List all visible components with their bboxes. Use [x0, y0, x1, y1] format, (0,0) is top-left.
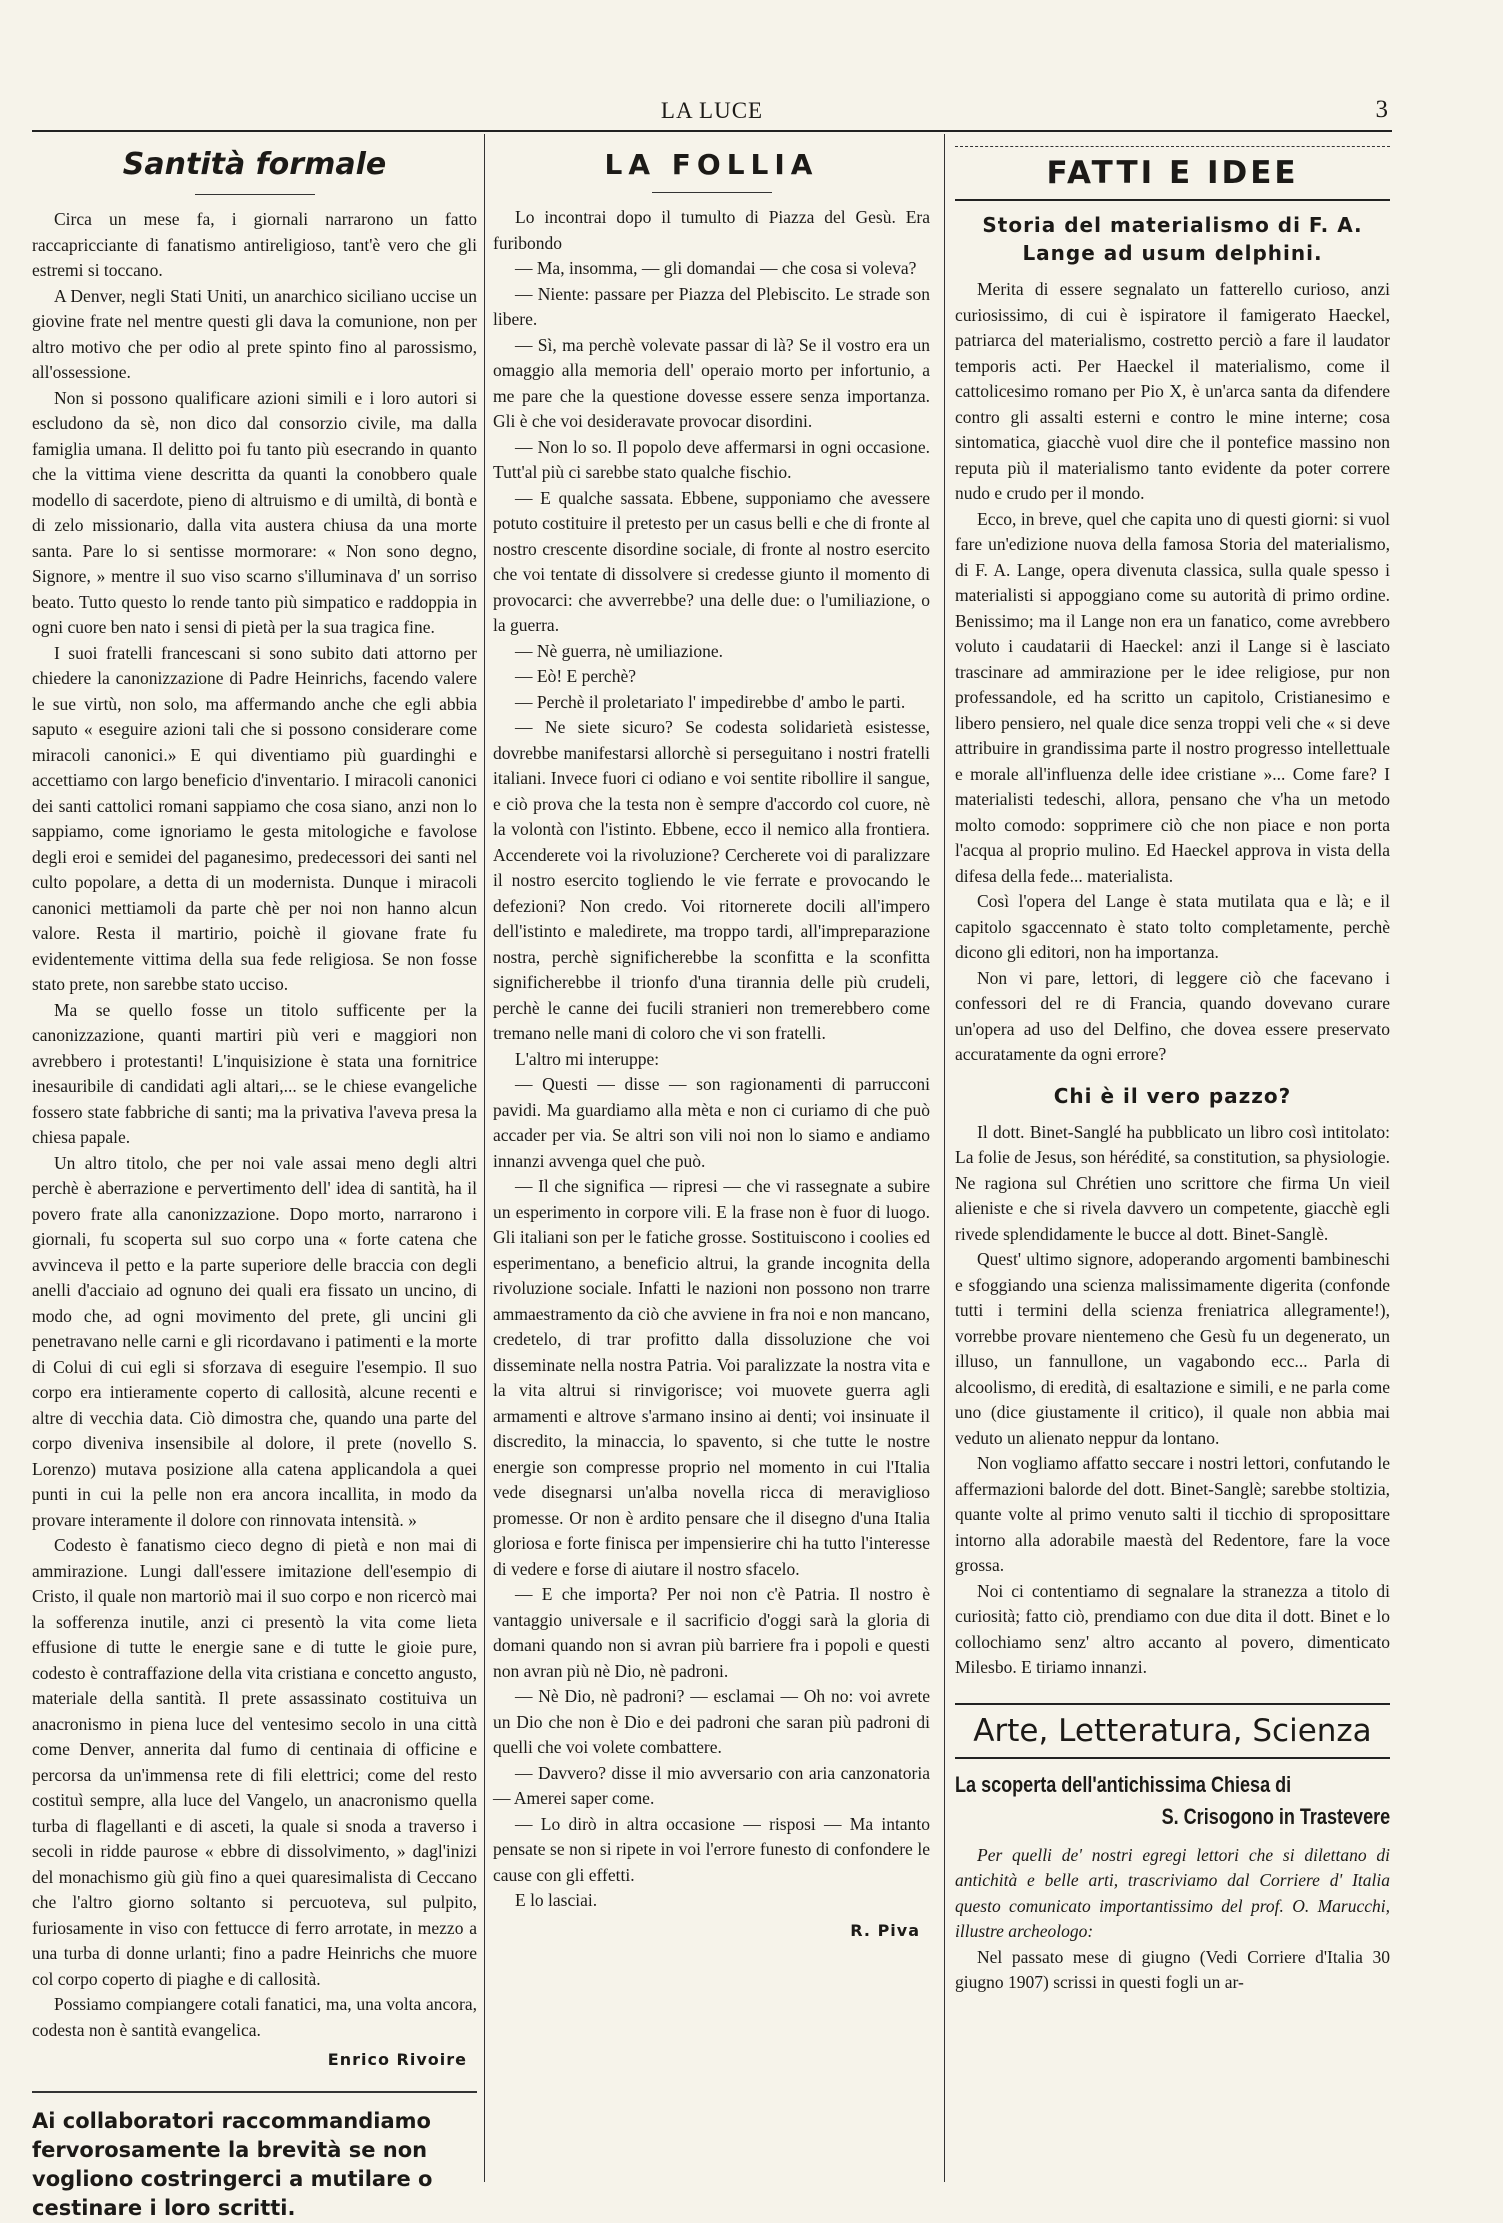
- page-number: 3: [1375, 96, 1388, 123]
- paragraph: Il dott. Binet-Sanglé ha pubblicato un libro così intitolato: La folie de Jesus, son hérédité, sa constitution, sa physiologie. Ne ragiona sul Chrétien uno scrittore che firma Un vieil alieniste e che si rivela davvero un competente, giacchè egli rivede splendidamente le bucce al dott. Binet-Sanglè.: [955, 1121, 1390, 1244]
- paragraph: — Ne siete sicuro? Se codesta solidarietà esistesse, dovrebbe manifestarsi allorchè si perseguitano i nostri fratelli italiani. Invece fuori ci odiano e voi sentite ribollire il sangue, e ciò prova che la testa non è sempre d'accordo col cuore, nè la volontà con l'istinto. Ebbene, ecco il nemico alla frontiera. Accenderete voi la rivoluzione? Cercherete voi di paralizzare il nostro esercito togliendo le vie ferrate e provocando le defezioni? Non credo. Voi ritornerete docili all'impero dell'istinto e maledirete, ma troppo tardi, all'impreparazione nostra, perchè significherebbe la sconfitta e la sconfitta significherebbe il trionfo d'una tirannia delle più crudeli, perchè le canne dei fucili stranieri non tremerebbero come tremano nelle mani di coloro che vi son fratelli.: [493, 717, 930, 1043]
- paragraph: E lo lasciai.: [515, 1890, 598, 1910]
- paragraph: Circa un mese fa, i giornali narrarono un fatto raccapricciante di fanatismo antireligioso, tant'è vero che gli estremi si toccano.: [32, 209, 477, 280]
- paragraph: Possiamo compiangere cotali fanatici, ma, una volta ancora, codesta non è santità evangelica.: [32, 1994, 477, 2040]
- author-signature: R. Piva: [850, 1920, 920, 1940]
- paragraph: Non vogliamo affatto seccare i nostri lettori, confutando le affermazioni balorde del dott. Binet-Sanglè; sarebbe stoltizia, quante volte al primo venuto salti il ticchio di sproposittare intorno alla adorabile maestà del Redentore, fare la voce grossa.: [955, 1453, 1390, 1575]
- article-santita-formale: [32, 140, 477, 2220]
- paragraph: — Davvero? disse il mio avversario con aria canzonatoria — Amerei saper come.: [493, 1762, 930, 1808]
- column-rule: [484, 134, 485, 2182]
- article-title: [955, 1769, 1390, 1833]
- paragraph: — E qualche sassata. Ebbene, supponiamo che avessere potuto costituire il pretesto per un casus belli e che di fronte al nostro crescente disordine sociale, di fronte al nostro esercito che voi tentate di dissolvere si credesse giunto il momento di provocarci: che avverrebbe? una delle due: o l'umiliazione, o la guerra.: [493, 487, 930, 635]
- paragraph: — Lo dirò in altra occasione — risposi — Ma intanto pensate se non si ripete in voi l'errore funesto di confondere le cause con gli effetti.: [493, 1813, 930, 1885]
- article-title: Santità formale: [122, 147, 387, 182]
- article-title: Storia del materialismo di F. A. Lange ad usum delphini.: [982, 213, 1363, 265]
- paragraph: Noi ci contentiamo di segnalare la stranezza a titolo di curiosità; fatto ciò, prendiamo con due dita il dott. Binet e lo collochiamo senz' altro accanto al povero, dimenticato Milesbo. E tiriamo innanzi.: [955, 1580, 1390, 1677]
- paragraph: — Nè Dio, nè padroni? — esclamai — Oh no: voi avrete un Dio che non è Dio e dei padroni che saran più padroni di quelli che voi volete combattere.: [493, 1686, 930, 1757]
- article-title-line: S. Crisogono in Trastevere: [1161, 1803, 1391, 1829]
- paragraph: — Niente: passare per Piazza del Plebiscito. Le strade son libere.: [493, 283, 930, 329]
- paragraph: Codesto è fanatismo cieco degno di pietà e non mai di ammirazione. Lungi dall'essere imitazione dell'esempio di Cristo, il quale non martoriò mai il suo corpo e non ricercò mai la sofferenza inutile, anzi ci presentò la vita come lieta effusione di tutte le energie sane e di tutte le gioie pure, codesto è contraffazione della vita cristiana e concetto angusto, materiale della santità. Il prete assassinato costituiva un anacronismo in piena luce del ventesimo secolo in una città come Denver, annerita dal fumo di centinaia di officine e percorsa da un'immensa rete di fili elettrici; come del resto costituì sempre, alla luce del Vangelo, un anacronismo quella turba di flagellanti e di asceti, la quale si snoda a traverso i secoli in ridde paurose « ebbre di dissolvimento, » dagl'inizi del monachismo giù giù fino a quei quaresimalista di Ceccano che l'altro giorno soltanto si percuoteva, sul pulpito, furiosamente in viso con fettucce di ferro arrotate, in mezzo a una turba di donne urlanti; fino a padre Heinrichs che muore col corpo coperto di piaghe e di callosità.: [32, 1535, 477, 1989]
- article-la-follia: [493, 140, 930, 2180]
- paragraph: — Non lo so. Il popolo deve affermarsi in ogni occasione. Tutt'al più ci sarebbe stato qualche fischio.: [493, 436, 930, 482]
- paragraph: Ma se quello fosse un titolo sufficente per la canonizzazione, quanti martiri più veri e maggiori non avrebbero i protestanti! L'inquisizione è stata una fornitrice inesauribile di candidati agli altari,... se le chiese evangeliche fossero state fabbriche di santi; ma la privativa l'aveva presa la chiesa papale.: [32, 999, 477, 1147]
- paragraph: — E che importa? Per noi non c'è Patria. Il nostro è vantaggio universale e il sacrificio d'oggi sarà la gloria di domani quando non si avran più barriere fra i popoli e questi non avran più nè Dio, nè padroni.: [493, 1584, 930, 1681]
- paragraph: Nel passato mese di giugno (Vedi Corriere d'Italia 30 giugno 1907) scrissi in questi fogli un ar-: [955, 1946, 1390, 1992]
- section-title: Arte, Letteratura, Scienza: [955, 1703, 1390, 1759]
- newspaper-title: LA LUCE: [660, 98, 764, 123]
- paragraph: Così l'opera del Lange è stata mutilata qua e là; e il capitolo sgaccennato è stato tolto completamente, perchè dicono gli editori, non ha importanza.: [955, 891, 1390, 962]
- page-header: [32, 96, 1392, 132]
- article-title-line: La scoperta dell'antichissima Chiesa di: [955, 1771, 1292, 1797]
- paragraph: — Nè guerra, nè umiliazione.: [515, 640, 723, 661]
- paragraph: Merita di essere segnalato un fatterello curioso, anzi curiosissimo, di cui è ispiratore il famigerato Haeckel, patriarca del materialismo, costretto perciò a fare il laudator temporis acti. Per Haeckel il materialismo, come il cattolicesimo romano per Pio X, è un'arca santa da difendere contro gli assalti esterni e contro le mine interne; cosa sintomatica, giacchè vuol dire che il pontefice massino non reputa più il materialismo tanto evidente da poter correre nudo e crudo per il mondo.: [955, 279, 1390, 503]
- article-title: LA FOLLIA: [604, 148, 819, 181]
- paragraph: — Perchè il proletariato l' impedirebbe d' ambo le parti.: [515, 691, 906, 712]
- paragraph: — Il che significa — ripresi — che vi rassegnate a subire un esperimento in corpore vili. E la frase non è fuor di luogo. Gli italiani son per le fatiche grosse. Sostituiscono i coolies ed esperimentano, a beneficio altrui, la grande incognita della rivoluzione sociale. Infatti le nazioni non possono non trarre ammaestramento da ciò che avviene in fra noi e non mancano, credetelo, di trar profitto dalla dissoluzione che voi disseminate nella nostra Patria. Voi paralizzate la nostra vita e la vita altrui si rinvigorisce; voi muovete guerra agli armamenti e altrove s'armano insino ai denti; voi insinuate il discredito, la minaccia, lo spavento, si che tutte le nostre energie son compresse proprio nel momento in cui l'Italia vede disegnarsi un'alba novella ricca di meraviglioso promesse. Or non è ardito pensare che il disegno d'una Italia gloriosa e forte finisca per impensierire chi ha tutto l'interesse di vedere e forse di aiutare il nostro sfacelo.: [493, 1176, 930, 1579]
- lead-paragraph: Per quelli de' nostri egregi lettori che si dilettano di antichità e belle arti, trascriviamo dal Corriere d' Italia questo comunicato importantissimo del prof. O. Marucchi, illustre archeologo:: [955, 1844, 1390, 1941]
- paragraph: Non vi pare, lettori, di leggere ciò che facevano i confessori del re di Francia, quando dovevano curare un'opera ad uso del Delfino, che dovea essere preservato accuratamente da ogni errore?: [955, 967, 1390, 1064]
- paragraph: — Eò! E perchè?: [515, 666, 636, 686]
- paragraph: A Denver, negli Stati Uniti, un anarchico siciliano uccise un giovine frate nel mentre questi gli dava la comunione, non per altro motivo che per odio al prete spinto fino al parossismo, all'ossessione.: [32, 285, 477, 382]
- paragraph: — Questi — disse — son ragionamenti di parrucconi pavidi. Ma guardiamo alla mèta e non ci curiamo di che può accader per via. Se altri son vili noi non lo siamo e andiamo innanzi avvenga quel che può.: [493, 1074, 930, 1171]
- editorial-notice: Ai collaboratori raccommandiamo fervorosamente la brevità se non vogliono costringerci a mutilare o cestinare i loro scritti.: [32, 2108, 433, 2220]
- section-title: FATTI E IDEE: [955, 146, 1390, 201]
- article-title: Chi è il vero pazzo?: [1053, 1083, 1292, 1108]
- title-underline: [195, 194, 315, 195]
- paragraph: Non si possono qualificare azioni simili e i loro autori si escludono da sè, non dico dal consorzio civile, ma dalla famiglia umana. Il delitto poi fu tanto più esecrando in quanto che la vittima viene descritta da quanti la conobbero quale modello di sacerdote, pieno di altruismo e di umiltà, di bontà e di zelo missionario, dalla vita austera chiusa da una morte santa. Pare lo si sentisse mormorare: « Non sono degno, Signore, » mentre il suo viso scarno s'illuminava d' un sorriso beato. Tutto questo lo rende tanto più simpatico e raddoppia in ogni cuore ben nato i sensi di pietà per la sua tragica fine.: [32, 387, 477, 637]
- paragraph: — Ma, insomma, — gli domandai — che cosa si voleva?: [515, 258, 917, 278]
- column-rule: [944, 134, 945, 2182]
- paragraph: Un altro titolo, che per noi vale assai meno degli altri perchè è aberrazione e pervertimento dell' idea di santità, ha il povero frate alla canonizzazione. Dopo morto, narrarono i giornali, fu scoperta sul suo corpo una « forte catena che avvinceva il petto e la parte superiore delle braccia con degli anelli d'acciaio ad ognuno dei quali era fissato un uncino, di modo che, ad ogni movimento del prete, gli uncini gli penetravano nelle carni e gli ricordavano i patimenti e la morte di Colui di cui egli si sforzava di eseguire l'esempio. Il suo corpo era intieramente coperto di callosità, alcune recenti e altre di vecchia data. Ciò dimostra che, quando una parte del corpo diveniva insensibile al dolore, il prete (novello S. Lorenzo) mutava posizione alla catena applicandola a quei punti in cui la pelle non era ancora incallita, in modo da provare interamente il dolore con rinnovata intensità. »: [32, 1152, 477, 1530]
- section-fatti-e-idee: [955, 140, 1390, 2180]
- paragraph: Quest' ultimo signore, adoperando argomenti bambineschi e sfoggiando una scienza malissimamente digerita (confonde tutti i termini della scienza freniatrica allegramente!), vorrebbe provare nientemeno che Gesù fu un degenerato, un illuso, un fannullone, un vagabondo ecc... Parla di alcoolismo, di eredità, di esaltazione e simili, e ne parla come uno (dice giustamente il critico), il quale non abbia mai veduto un alienato neppur da lontano.: [955, 1249, 1390, 1448]
- paragraph: I suoi fratelli francescani si sono subito dati attorno per chiedere la canonizzazione di Padre Heinrichs, facendo valere le sue virtù, non solo, ma affermando anche che egli abbia saputo « eseguire azioni tali che si possono considerare come miracoli canonici.» E qui diventiamo più guardinghi e accettiamo con largo beneficio d'inventario. I miracoli canonici dei santi cattolici romani sappiamo che cosa siano, anzi non lo sappiamo, come ignoriamo le gesta mitologiche e favolose degli eroi e semidei del paganesimo, predecessori dei santi nel culto popolare, a detta di un modernista. Dunque i miracoli canonici mettiamoli da parte chè per noi non hanno alcun valore. Resta il martirio, poichè il giovane frate fu evidentemente vittima della sua fede religiosa. Se non fosse stato prete, non sarebbe stato ucciso.: [32, 642, 477, 994]
- title-underline: [652, 192, 772, 193]
- paragraph: L'altro mi interuppe:: [515, 1048, 660, 1069]
- paragraph: Ecco, in breve, quel che capita uno di questi giorni: si vuol fare un'edizione nuova della famosa Storia del materialismo, di F. A. Lange, opera divenuta classica, sulla quale spesso i materialisti si appoggiano come su autorità di primo ordine. Benissimo; ma il Lange non era un fanatico, come avrebbero voluto i caudatarii di Haeckel: anzi il Lange si è lasciato trascinare ad ammirazione per le idee religiose, pur non professandole, ed ha scritto un capitolo, Cristianesimo e libero pensiero, nel quale dice senza troppi veli che « si deve attribuire in grandissima parte il nostro progresso intellettuale e morale all'influenza delle idee cristiane »... Come fare? I materialisti tedeschi, allora, pensano che v'ha un metodo molto comodo: sopprimere ciò che non piace e non porta l'acqua al proprio mulino. Ed Haeckel approva in vista della difesa della fede... materialista.: [955, 508, 1390, 886]
- paragraph: — Sì, ma perchè volevate passar di là? Se il vostro era un omaggio alla memoria dell' operaio morto per infortunio, a me pare che la questione dovesse essere senza importanza. Gli è che voi desideravate provocar disordini.: [493, 334, 930, 431]
- author-signature: Enrico Rivoire: [327, 2050, 467, 2069]
- section-divider: [32, 2091, 477, 2093]
- paragraph: Lo incontrai dopo il tumulto di Piazza del Gesù. Era furibondo: [493, 207, 930, 253]
